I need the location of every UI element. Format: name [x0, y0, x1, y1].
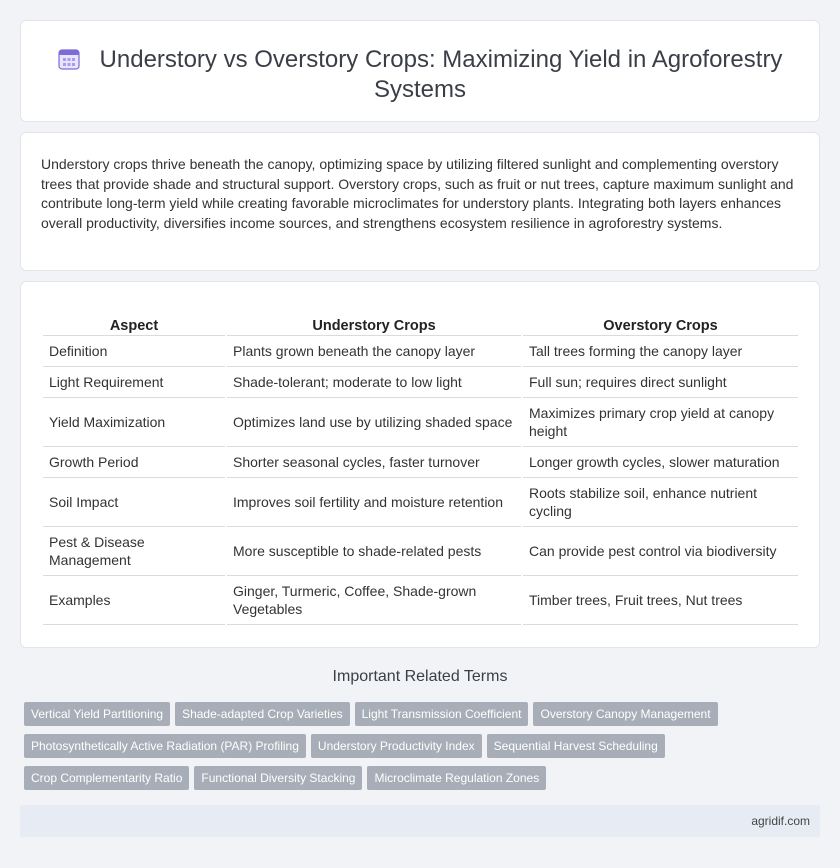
column-header-overstory: Overstory Crops — [522, 316, 798, 336]
table-cell: Can provide pest control via biodiversity — [522, 527, 798, 576]
table-row — [43, 367, 798, 398]
table-cell: Optimizes land use by utilizing shaded space — [226, 398, 522, 447]
table-row — [43, 447, 798, 478]
header-card — [20, 20, 820, 122]
table-cell: Definition — [43, 336, 226, 367]
table-header-row — [43, 316, 798, 336]
table-cell: Shorter seasonal cycles, faster turnover — [226, 447, 522, 478]
related-term-tag[interactable]: Crop Complementarity Ratio — [24, 766, 189, 790]
table-row — [43, 398, 798, 447]
related-term-tag[interactable]: Understory Productivity Index — [311, 734, 482, 758]
table-cell: Light Requirement — [43, 367, 226, 398]
table-row — [43, 527, 798, 576]
title-line-2: Systems — [373, 76, 466, 103]
calendar-grid-icon — [58, 48, 80, 70]
related-terms-list — [24, 702, 824, 798]
table-cell: Longer growth cycles, slower maturation — [522, 447, 798, 478]
related-term-tag[interactable]: Functional Diversity Stacking — [194, 766, 362, 790]
table-cell: Yield Maximization — [43, 398, 226, 447]
related-term-tag[interactable]: Overstory Canopy Management — [533, 702, 717, 726]
related-term-tag[interactable]: Microclimate Regulation Zones — [367, 766, 546, 790]
intro-paragraph: Understory crops thrive beneath the canopy, optimizing space by utilizing filtered sunlight and complementing overstory trees that provide shade and structural support. Overstory crops, such as fruit or nut trees, capture maximum sunlight and contribute long-term yield while creating favorable microclimates for understory plants. Integrating both layers enhances overall productivity, diversifies income sources, and strengthens ecosystem resilience in agroforestry systems. — [41, 156, 794, 231]
table-row — [43, 478, 798, 527]
footer-site-link[interactable]: agridif.com — [751, 814, 810, 828]
table-cell: Tall trees forming the canopy layer — [522, 336, 798, 367]
table-cell: Timber trees, Fruit trees, Nut trees — [522, 576, 798, 625]
related-term-tag[interactable]: Shade-adapted Crop Varieties — [175, 702, 350, 726]
related-term-tag[interactable]: Light Transmission Coefficient — [355, 702, 529, 726]
table-cell: Shade-tolerant; moderate to low light — [226, 367, 522, 398]
column-header-understory: Understory Crops — [226, 316, 522, 336]
table-cell: Ginger, Turmeric, Coffee, Shade-grown Vegetables — [226, 576, 522, 625]
table-cell: Maximizes primary crop yield at canopy height — [522, 398, 798, 447]
footer — [20, 805, 820, 837]
related-term-tag[interactable]: Photosynthetically Active Radiation (PAR) Profiling — [24, 734, 306, 758]
table-cell: Soil Impact — [43, 478, 226, 527]
tag-row — [24, 734, 824, 766]
tag-row — [24, 766, 824, 798]
table-row — [43, 576, 798, 625]
column-header-aspect: Aspect — [43, 316, 226, 336]
intro-card — [20, 132, 820, 271]
table-cell: Roots stabilize soil, enhance nutrient cycling — [522, 478, 798, 527]
page-title — [21, 45, 819, 105]
table-cell: More susceptible to shade-related pests — [226, 527, 522, 576]
table-cell: Improves soil fertility and moisture retention — [226, 478, 522, 527]
tag-row — [24, 702, 824, 734]
related-terms-title: Important Related Terms — [332, 668, 508, 685]
table-row — [43, 336, 798, 367]
related-term-tag[interactable]: Vertical Yield Partitioning — [24, 702, 170, 726]
table-cell: Pest & Disease Management — [43, 527, 226, 576]
comparison-table — [43, 316, 798, 625]
table-cell: Growth Period — [43, 447, 226, 478]
comparison-card — [20, 281, 820, 648]
table-cell: Full sun; requires direct sunlight — [522, 367, 798, 398]
table-cell: Examples — [43, 576, 226, 625]
table-cell: Plants grown beneath the canopy layer — [226, 336, 522, 367]
related-term-tag[interactable]: Sequential Harvest Scheduling — [487, 734, 665, 758]
title-line-1: Understory vs Overstory Crops: Maximizing Yield in Agroforestry — [99, 46, 783, 73]
